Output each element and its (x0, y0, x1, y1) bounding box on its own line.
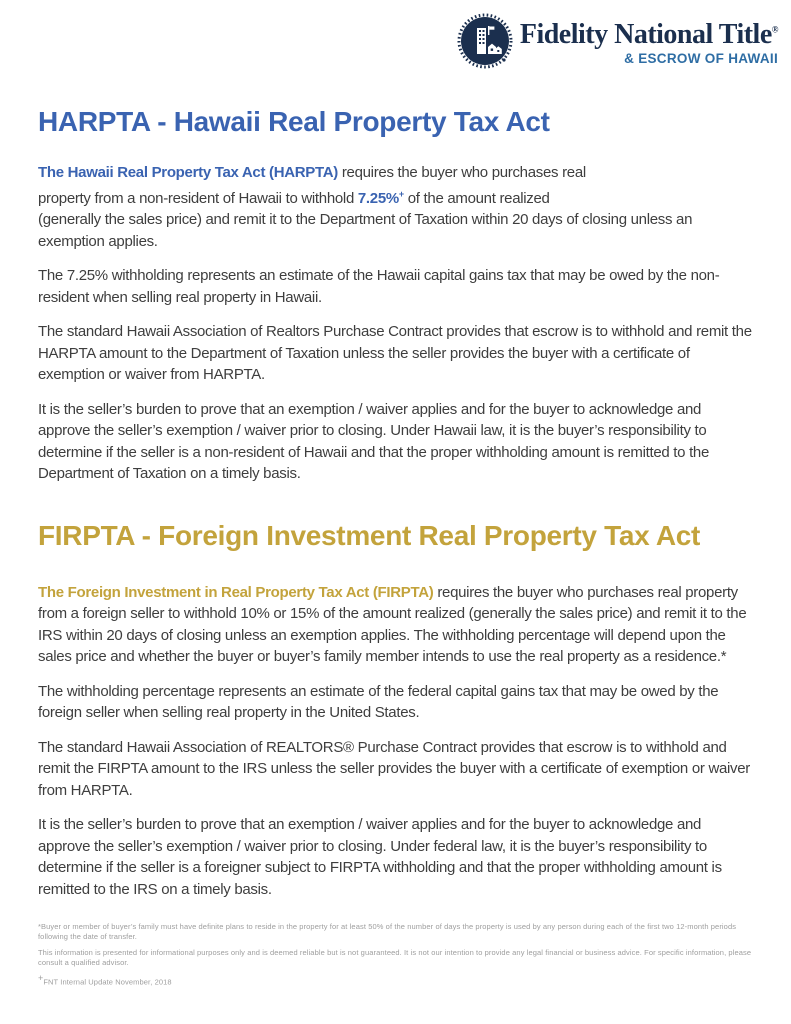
registered-mark: ® (771, 24, 778, 35)
harpta-p1-seg4: (generally the sales price) and remit it to the Department of Taxation within 20 days of closing unless an exemption applies. (38, 211, 693, 250)
harpta-p1-seg1: requires the buyer who purchases real (337, 164, 586, 181)
harpta-lead-text: The Hawaii Real Property Tax Act (HARPTA) (38, 164, 338, 181)
harpta-p1-seg2: property from a non-resident of Hawaii to withhold (38, 189, 358, 207)
harpta-heading: HARPTA - Hawaii Real Property Tax Act (38, 106, 550, 137)
rate-footnote-mark: + (398, 188, 404, 199)
firpta-paragraph-1 (38, 582, 754, 668)
harpta-paragraph-1 (38, 162, 754, 252)
firpta-paragraph-2: The withholding percentage represents an estimate of the federal capital gains tax that may be owed by the foreign seller when selling real property in the United States. (38, 682, 719, 721)
harpta-paragraph-3: The standard Hawaii Association of Realtors Purchase Contract provides that escrow is to withhold and remit the HARPTA amount to the Department of Taxation unless the seller provides the buyer with a certificate of exemption or waiver from HARPTA. (38, 323, 752, 383)
document-body (38, 105, 754, 913)
firpta-p1-rest: requires the buyer who purchases real property from a foreign seller to withhold 10% or 15% of the amount realized (generally the sales price) and remit it to the IRS within 20 days of closing unless an exemption applies. The withholding percentage will depend upon the sales price and whether the buyer or buyer’s family member intends to use the real property as a residence.* (38, 583, 747, 665)
brand-subtitle: & ESCROW OF HAWAII (624, 51, 778, 67)
fidelity-stamp-icon (457, 13, 514, 70)
footnote-residence-rule: *Buyer or member of buyer’s family must have definite plans to reside in the property for at least 50% of the number of days the property is used by any person during each of the first two 12-month periods following the date of transfer. (38, 922, 737, 941)
footnote-disclaimer: This information is presented for informational purposes only and is deemed reliable but is not guaranteed. It is not our intention to provide any legal financial or business advice. For specific information, please consult a qualified advisor. (38, 948, 752, 967)
company-logo (457, 13, 778, 70)
firpta-heading: FIRPTA - Foreign Investment Real Property Tax Act (38, 519, 701, 551)
brand-name: Fidelity National Title® (519, 19, 778, 51)
footnotes (38, 922, 760, 994)
harpta-paragraph-2: The 7.25% withholding represents an estimate of the Hawaii capital gains tax that may be owed by the non-resident when selling real property in Hawaii. (38, 267, 720, 306)
firpta-section (38, 519, 754, 901)
harpta-p1-seg3: of the amount realized (403, 189, 550, 207)
harpta-paragraph-4: It is the seller’s burden to prove that an exemption / waiver applies and for the buyer to acknowledge and approve the seller’s exemption / waiver prior to closing. Under Hawaii law, it is the buyer’s responsibility to determine if the seller is a non-resident of Hawaii and that the proper withholding amount is remitted to the Department of Taxation on a timely basis. (38, 400, 710, 482)
firpta-paragraph-4: It is the seller’s burden to prove that an exemption / waiver applies and for the buyer to acknowledge and approve the seller’s exemption / waiver prior to closing. Under federal law, it is the buyer’s responsibility to determine if the seller is a foreigner subject to FIRPTA withholding and that the proper withholding amount is remitted to the IRS on a timely basis. (38, 816, 722, 898)
firpta-lead-text: The Foreign Investment in Real Property Tax Act (FIRPTA) (38, 583, 434, 601)
footnote-update-date (38, 974, 760, 987)
harpta-section (38, 105, 754, 485)
plus-mark: + (38, 973, 44, 983)
logo-wordmark (520, 15, 778, 68)
withholding-rate: 7.25%+ (357, 188, 404, 207)
update-text: FNT Internal Update November, 2018 (43, 977, 172, 987)
firpta-paragraph-3: The standard Hawaii Association of REALTORS® Purchase Contract provides that escrow is to withhold and remit the FIRPTA amount to the IRS unless the seller provides the buyer with a certificate of exemption or waiver from HARPTA. (38, 738, 750, 799)
